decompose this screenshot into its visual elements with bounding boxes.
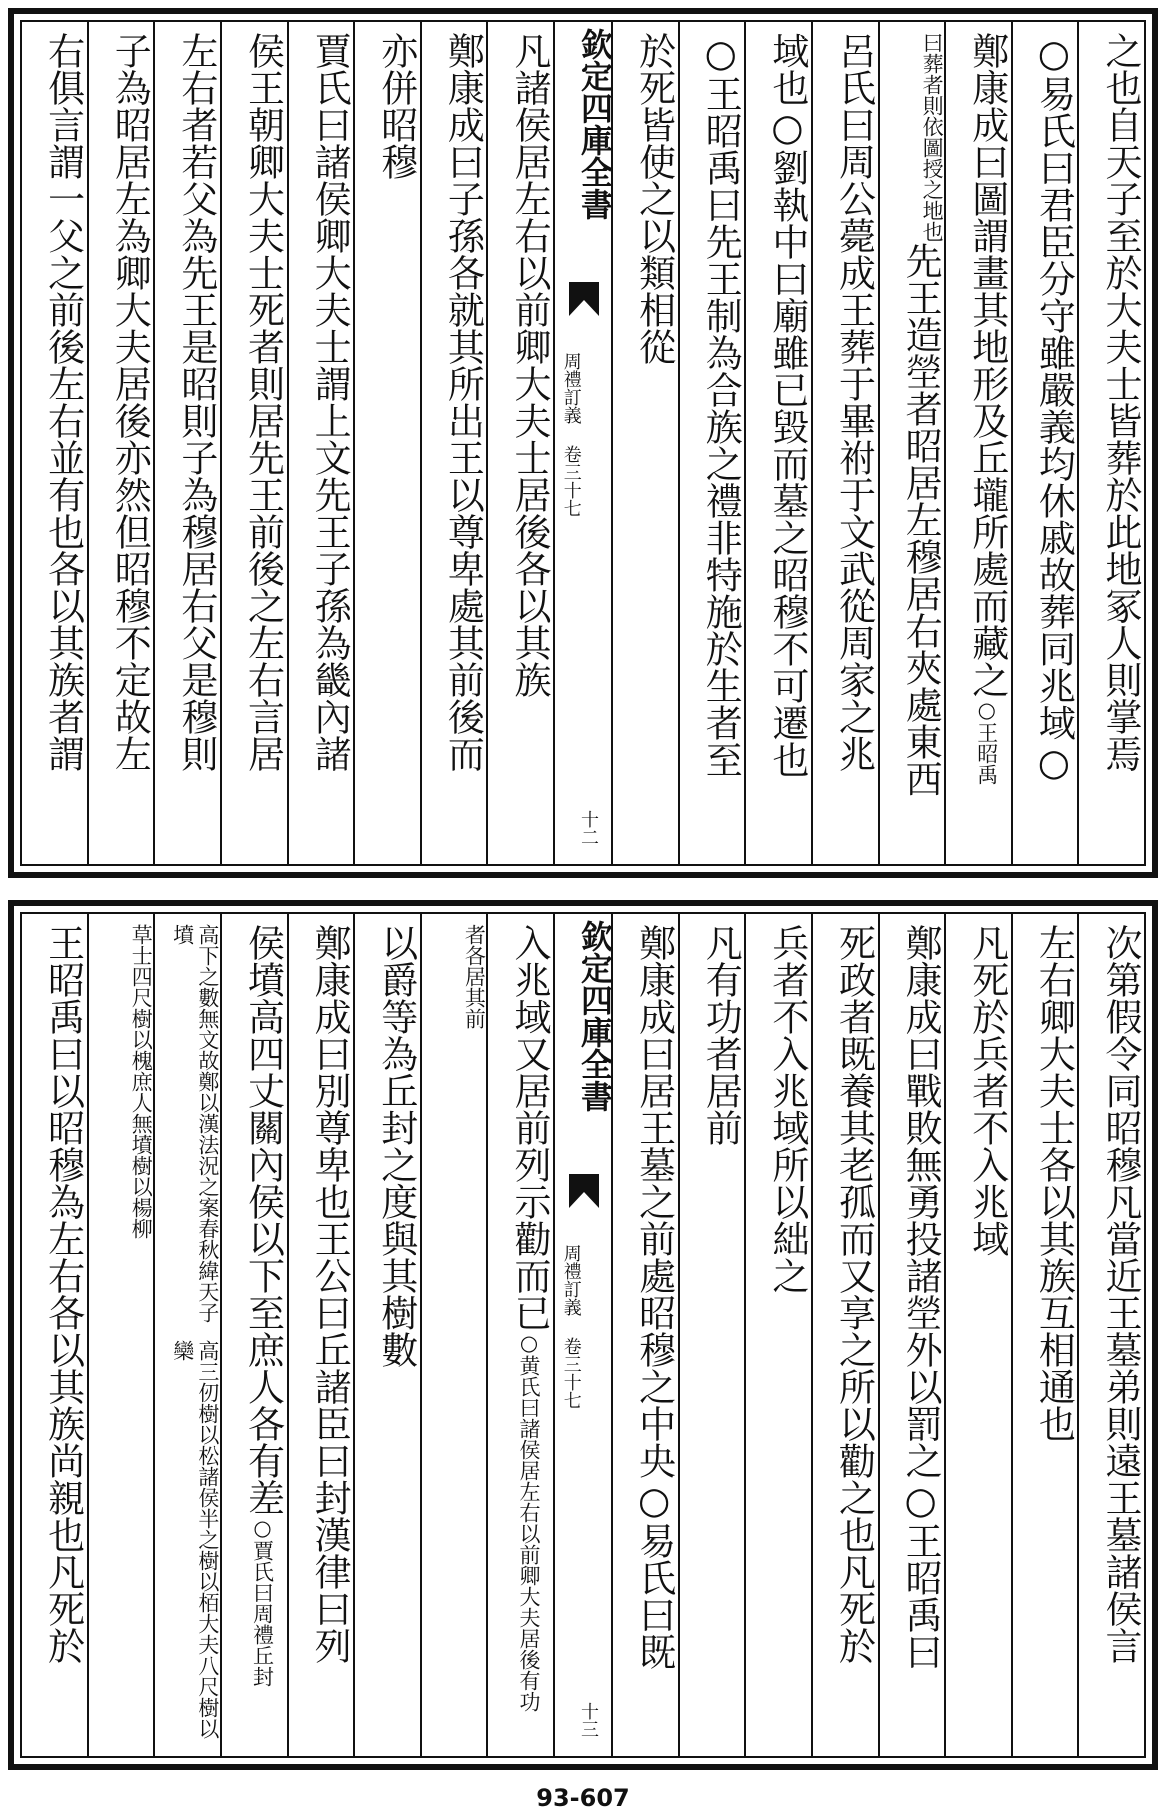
text-column: 凡死於兵者不入兆域	[944, 914, 1011, 1756]
main-text: 先王造塋者昭居左穆居右夾處東西	[899, 242, 943, 797]
annotation: 高下之數無文故鄭以漢法況之案春秋緯天子墳	[170, 924, 220, 1323]
text-column: 右俱言謂一父之前後左右並有也各以其族者謂	[41, 32, 85, 772]
text-column: 呂氏曰周公薨成王葬于畢祔于文武從周家之兆	[811, 22, 878, 864]
annotation: 者各居	[462, 924, 487, 987]
text-column: 凡有功者居前	[678, 914, 745, 1756]
center-gutter	[553, 914, 614, 1756]
annotation: 曰葬者則依	[920, 32, 945, 137]
text-column	[87, 914, 154, 1756]
annotation: ○王昭禹	[974, 698, 999, 785]
text-column: 侯墳高四丈關內侯以下至庶人各有差○賈氏曰周禮丘封	[220, 914, 287, 1756]
fish-tail-icon	[569, 282, 599, 316]
page-number: 十二	[578, 810, 599, 846]
text-column: 於死皆使之以類相從	[611, 22, 678, 864]
annotation: 其前	[462, 987, 487, 1029]
chapter-label: 周禮訂義 卷三十七	[560, 352, 582, 517]
text-column: 鄭康成曰子孫各就其所出王以尊卑處其前後而	[420, 22, 487, 864]
chapter-label: 周禮訂義 卷三十七	[560, 1244, 582, 1409]
text-column: 之也自天子至於大夫士皆葬於此地冢人則掌焉	[1077, 22, 1144, 864]
annotation: 圖授之地也	[920, 137, 945, 242]
text-column: ○王昭禹曰先王制為合族之禮非特施於生者至	[678, 22, 745, 864]
text-column: 入兆域又居前列示勸而已○黄氏曰諸侯居左右以前卿大夫居後有功	[486, 914, 553, 1756]
text-column: 次第假令同昭穆凡當近王墓弟則遠王墓諸侯言	[1077, 914, 1144, 1756]
text-column: ○易氏曰君臣分守雖嚴義均休戚故葬同兆域○	[1011, 22, 1078, 864]
page-top	[8, 8, 1158, 878]
text-column: 鄭康成曰圖謂畫其地形及丘壠所處而藏之○王昭禹	[944, 22, 1011, 864]
annotation: 高三仞樹以松諸侯半之樹以栢大夫八尺樹以欒	[170, 1340, 220, 1739]
text-column: 鄭康成曰戰敗無勇投諸塋外以罰之○王昭禹曰	[878, 914, 945, 1756]
page-bottom-frame	[20, 912, 1146, 1758]
text-column: 子為昭居左為卿大夫居後亦然但昭穆不定故左	[87, 22, 154, 864]
text-column	[153, 914, 220, 1756]
text-column: 域也○劉執中曰廟雖已毀而墓之昭穆不可遷也	[744, 22, 811, 864]
text-column: 兵者不入兆域所以絀之	[744, 914, 811, 1756]
page-number: 十三	[578, 1702, 599, 1738]
text-column: 左右卿大夫士各以其族互相通也	[1011, 914, 1078, 1756]
annotation: ○黄氏曰諸侯居左右以前卿大夫居後有功	[517, 1331, 541, 1712]
text-column: 凡諸侯居左右以前卿大夫士居後各以其族	[486, 22, 553, 864]
text-column: 亦併昭穆	[353, 22, 420, 864]
text-column: 鄭康成曰別尊卑也王公曰丘諸臣曰封漢律曰列	[287, 914, 354, 1756]
text-column: 以爵等為丘封之度與其樹數	[353, 914, 420, 1756]
book-title: 欽定四庫全書	[576, 920, 614, 1112]
text-column: 死政者既養其老孤而又享之所以勸之也凡死於	[811, 914, 878, 1756]
text-column: 賈氏曰諸侯卿大夫士謂上文先王子孫為畿內諸	[287, 22, 354, 864]
page-bottom	[8, 900, 1158, 1770]
text-column: 侯王朝卿大夫士死者則居先王前後之左右言居	[220, 22, 287, 864]
annotation: 草士四尺樹以槐庶	[129, 924, 154, 1092]
text-column: 鄭康成曰居王墓之前處昭穆之中央○易氏曰既	[611, 914, 678, 1756]
center-gutter	[553, 22, 614, 864]
annotation: 人無墳樹以楊柳	[129, 1092, 154, 1239]
book-title: 欽定四庫全書	[576, 28, 614, 220]
text-column	[878, 22, 945, 864]
text-column: 左右者若父為先王是昭則子為穆居右父是穆則	[153, 22, 220, 864]
fish-tail-icon	[569, 1174, 599, 1208]
text-column	[420, 914, 487, 1756]
text-column: 王昭禹曰以昭穆為左右各以其族尚親也凡死於	[41, 924, 85, 1664]
page-top-frame	[20, 20, 1146, 866]
annotation: ○賈氏曰周禮丘封	[250, 1516, 275, 1687]
footer-page-code: 93-607	[536, 1784, 630, 1812]
